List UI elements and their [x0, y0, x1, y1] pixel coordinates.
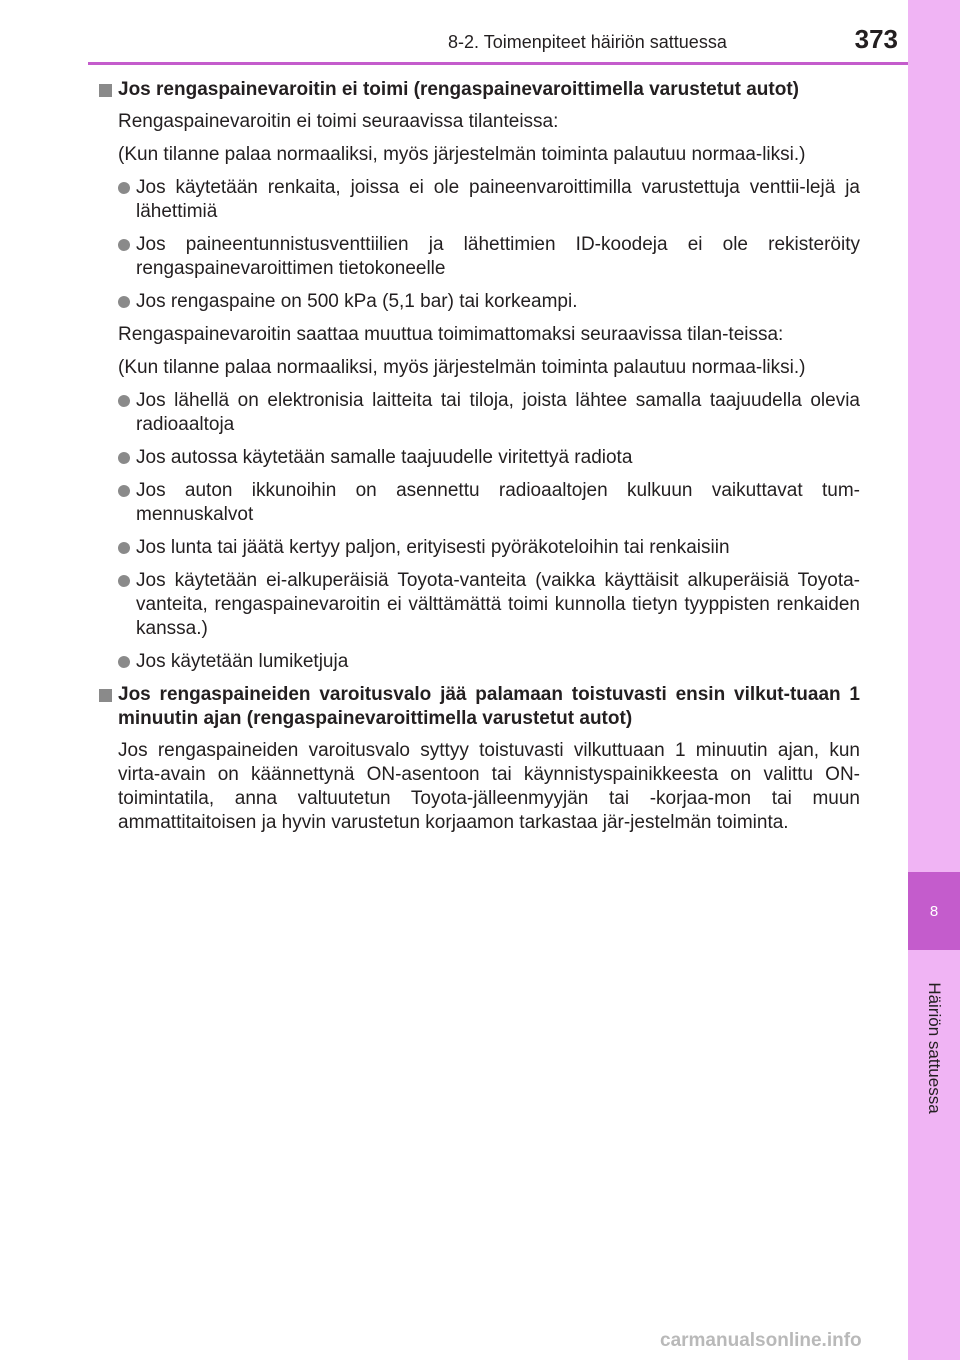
chapter-side-tab: [908, 0, 960, 1360]
list-item-text: Jos paineentunnistusventtiilien ja lähettimien ID-koodeja ei ole rekisteröity rengaspainevaroittimen tietokoneelle: [136, 234, 860, 279]
list-item: [96, 233, 860, 281]
list-item-text: Jos rengaspaine on 500 kPa (5,1 bar) tai korkeampi.: [136, 291, 578, 312]
paragraph: Jos rengaspaineiden varoitusvalo syttyy toistuvasti vilkuttuaan 1 minuutin ajan, kun virta-avain on käännettynä ON-asentoon tai käynnistyspainikkeesta on valittu ON-toimintatila, anna valtuutetun Toyota-jälleenmyyjän tai -korjaa-mon tai muun ammattitaitoisen ja hyvin varustetun korjaamon tarkastaa jär-jestelmän toiminta.: [118, 740, 860, 833]
paragraph: (Kun tilanne palaa normaaliksi, myös järjestelmän toiminta palautuu normaa-liksi.): [118, 144, 806, 165]
list-item-text: Jos lunta tai jäätä kertyy paljon, erityisesti pyöräkoteloihin tai renkaisiin: [136, 537, 730, 558]
circle-bullet-icon: [118, 296, 130, 308]
list-item-text: Jos lähellä on elektronisia laitteita tai tiloja, joista lähtee samalla taajuudella olevia radioaaltoja: [136, 390, 860, 435]
list-item-text: Jos käytetään lumiketjuja: [136, 651, 349, 672]
page-content: [96, 78, 860, 844]
paragraph: (Kun tilanne palaa normaaliksi, myös järjestelmän toiminta palautuu normaa-liksi.): [118, 357, 806, 378]
circle-bullet-icon: [118, 395, 130, 407]
square-bullet-icon: [99, 84, 112, 97]
paragraph: Rengaspainevaroitin saattaa muuttua toimimattomaksi seuraavissa tilan-teissa:: [118, 324, 784, 345]
list-item: [96, 650, 860, 674]
section-title: 8-2. Toimenpiteet häiriön sattuessa: [448, 32, 727, 52]
section-heading: [96, 683, 860, 731]
page-number: 373: [854, 24, 898, 54]
circle-bullet-icon: [118, 485, 130, 497]
list-item-text: Jos käytetään renkaita, joissa ei ole paineenvaroittimilla varustettuja venttii-lejä ja lähettimiä: [136, 177, 860, 222]
list-item: [96, 290, 860, 314]
watermark: carmanualsonline.info: [660, 1330, 862, 1351]
list-item: [96, 536, 860, 560]
section-heading: [96, 78, 860, 102]
circle-bullet-icon: [118, 656, 130, 668]
list-item-text: Jos auton ikkunoihin on asennettu radioaaltojen kulkuun vaikuttavat tum-mennuskalvot: [136, 480, 860, 525]
page-header: [0, 0, 908, 62]
square-bullet-icon: [99, 689, 112, 702]
circle-bullet-icon: [118, 239, 130, 251]
list-item: [96, 389, 860, 437]
list-item: [96, 569, 860, 641]
list-item-text: Jos käytetään ei-alkuperäisiä Toyota-vanteita (vaikka käyttäisit alkuperäisiä Toyota-vanteita, rengaspainevaroitin ei välttämättä toimi kunnolla tietyn tyyppisten renkaiden kanssa.): [136, 570, 860, 639]
list-item: [96, 446, 860, 470]
paragraph: Rengaspainevaroitin ei toimi seuraavissa tilanteissa:: [118, 111, 559, 132]
chapter-number: 8: [908, 872, 960, 950]
list-item-text: Jos autossa käytetään samalle taajuudelle viritettyä radiota: [136, 447, 633, 468]
header-rule: [88, 62, 908, 65]
circle-bullet-icon: [118, 575, 130, 587]
list-item: [96, 479, 860, 527]
list-item: [96, 176, 860, 224]
chapter-title: Häiriön sattuessa: [925, 982, 944, 1114]
circle-bullet-icon: [118, 452, 130, 464]
heading-text: Jos rengaspaineiden varoitusvalo jää palamaan toistuvasti ensin vilkut-tuaan 1 minuutin ajan (rengaspainevaroittimella varustetut autot): [118, 684, 860, 729]
circle-bullet-icon: [118, 182, 130, 194]
circle-bullet-icon: [118, 542, 130, 554]
heading-text: Jos rengaspainevaroitin ei toimi (rengaspainevaroittimella varustetut autot): [118, 79, 800, 100]
